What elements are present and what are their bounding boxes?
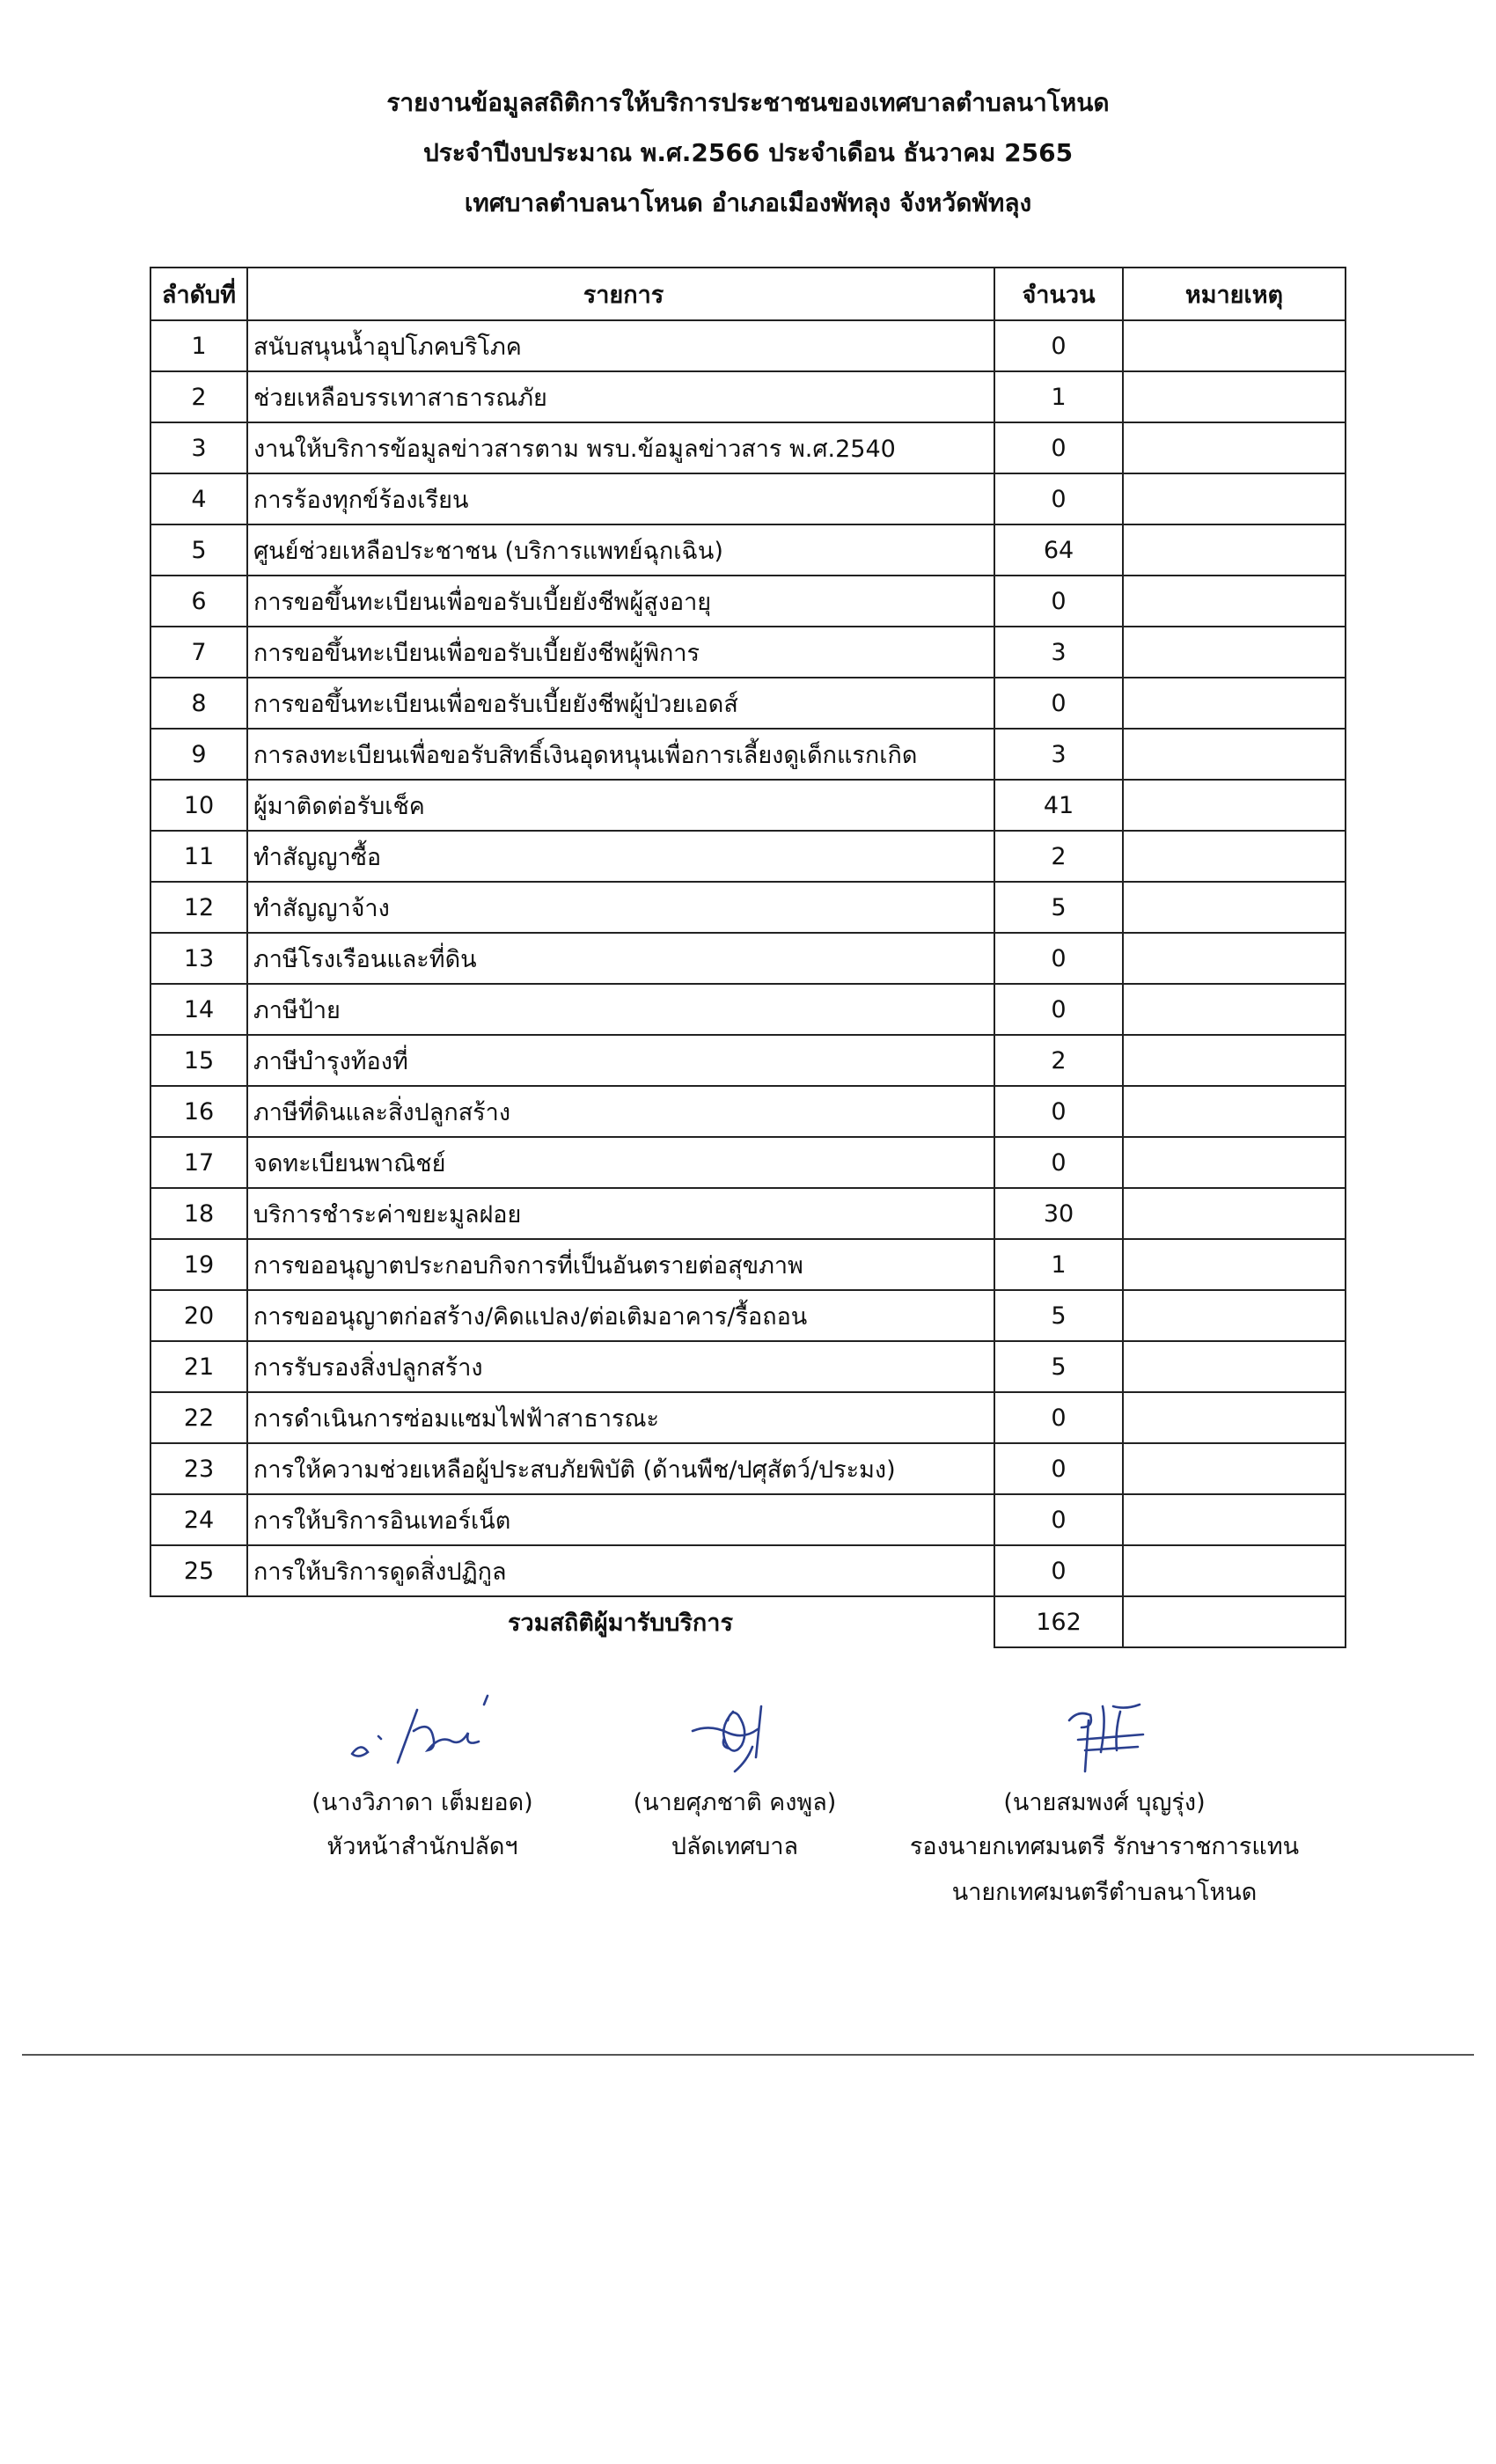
signer-2-title: ปลัดเทศบาล xyxy=(671,1833,799,1860)
row-number: 6 xyxy=(150,576,247,627)
table-row xyxy=(150,371,1346,422)
row-item: การให้บริการดูดสิ่งปฏิกูล xyxy=(247,1545,994,1596)
row-remark xyxy=(1123,678,1346,729)
row-remark xyxy=(1123,1392,1346,1443)
row-number: 15 xyxy=(150,1035,247,1086)
row-item: ทำสัญญาซื้อ xyxy=(247,831,994,882)
row-count: 0 xyxy=(994,1545,1123,1596)
row-number: 7 xyxy=(150,627,247,678)
signature-mark-1 xyxy=(317,1685,528,1782)
row-item: การให้บริการอินเทอร์เน็ต xyxy=(247,1494,994,1545)
row-count: 5 xyxy=(994,1290,1123,1341)
row-item: สนับสนุนน้ำอุปโภคบริโภค xyxy=(247,320,994,371)
row-item: การลงทะเบียนเพื่อขอรับสิทธิ์เงินอุดหนุนเพื่อการเลี้ยงดูเด็กแรกเกิด xyxy=(247,729,994,780)
row-number: 5 xyxy=(150,524,247,576)
table-row xyxy=(150,678,1346,729)
row-remark xyxy=(1123,1341,1346,1392)
row-number: 23 xyxy=(150,1443,247,1494)
statistics-table xyxy=(150,267,1346,1648)
table-row xyxy=(150,1341,1346,1392)
row-count: 64 xyxy=(994,524,1123,576)
header-item: รายการ xyxy=(247,268,994,320)
row-item: การขออนุญาตก่อสร้าง/คิดแปลง/ต่อเติมอาคาร/รื้อถอน xyxy=(247,1290,994,1341)
row-remark xyxy=(1123,1239,1346,1290)
row-item: งานให้บริการข้อมูลข่าวสารตาม พรบ.ข้อมูลข่าวสาร พ.ศ.2540 xyxy=(247,422,994,473)
row-remark xyxy=(1123,320,1346,371)
row-remark xyxy=(1123,1290,1346,1341)
row-remark xyxy=(1123,831,1346,882)
table-row xyxy=(150,1188,1346,1239)
row-number: 13 xyxy=(150,933,247,984)
row-remark xyxy=(1123,371,1346,422)
table-row xyxy=(150,1035,1346,1086)
row-number: 24 xyxy=(150,1494,247,1545)
report-header xyxy=(0,77,1496,228)
table-row xyxy=(150,1239,1346,1290)
row-count: 5 xyxy=(994,882,1123,933)
row-remark xyxy=(1123,1188,1346,1239)
row-item: ภาษีโรงเรือนและที่ดิน xyxy=(247,933,994,984)
row-remark xyxy=(1123,422,1346,473)
table-row xyxy=(150,320,1346,371)
table-row xyxy=(150,576,1346,627)
signer-3-title: รองนายกเทศมนตรี รักษาราชการแทน xyxy=(909,1833,1300,1860)
row-count: 0 xyxy=(994,1392,1123,1443)
row-count: 1 xyxy=(994,371,1123,422)
row-item: การขออนุญาตประกอบกิจการที่เป็นอันตรายต่อสุขภาพ xyxy=(247,1239,994,1290)
total-remark xyxy=(1123,1596,1346,1647)
row-number: 21 xyxy=(150,1341,247,1392)
row-number: 3 xyxy=(150,422,247,473)
table-row xyxy=(150,729,1346,780)
row-number: 12 xyxy=(150,882,247,933)
table-header-row xyxy=(150,268,1346,320)
row-item: ภาษีป้าย xyxy=(247,984,994,1035)
row-count: 0 xyxy=(994,933,1123,984)
signature-block-municipal-clerk xyxy=(585,1685,884,1870)
table-row xyxy=(150,1392,1346,1443)
header-remark: หมายเหตุ xyxy=(1123,268,1346,320)
row-remark xyxy=(1123,729,1346,780)
signature-mark-2 xyxy=(629,1685,840,1782)
report-title: รายงานข้อมูลสถิติการให้บริการประชาชนของเทศบาลตำบลนาโหนด xyxy=(386,88,1110,117)
row-remark xyxy=(1123,780,1346,831)
header-count: จำนวน xyxy=(994,268,1123,320)
row-count: 0 xyxy=(994,473,1123,524)
row-item: ภาษีบำรุงท้องที่ xyxy=(247,1035,994,1086)
signer-3-name: (นายสมพงศ์ บุญรุ่ง) xyxy=(1003,1789,1206,1816)
table-row xyxy=(150,1494,1346,1545)
signer-2-name: (นายศุภชาติ คงพูล) xyxy=(633,1789,837,1816)
row-item: ศูนย์ช่วยเหลือประชาชน (บริการแพทย์ฉุกเฉิน) xyxy=(247,524,994,576)
row-number: 20 xyxy=(150,1290,247,1341)
table-row xyxy=(150,933,1346,984)
total-spacer xyxy=(150,1596,247,1647)
table-row xyxy=(150,1137,1346,1188)
signature-mark-3 xyxy=(990,1685,1219,1782)
row-count: 0 xyxy=(994,1137,1123,1188)
row-remark xyxy=(1123,473,1346,524)
row-remark xyxy=(1123,933,1346,984)
row-count: 0 xyxy=(994,1443,1123,1494)
row-number: 18 xyxy=(150,1188,247,1239)
table-row xyxy=(150,627,1346,678)
table-body xyxy=(150,320,1346,1596)
table-row xyxy=(150,1545,1346,1596)
table-row xyxy=(150,831,1346,882)
row-number: 19 xyxy=(150,1239,247,1290)
row-number: 22 xyxy=(150,1392,247,1443)
row-count: 41 xyxy=(994,780,1123,831)
signature-block-office-head xyxy=(273,1685,572,1870)
row-remark xyxy=(1123,1494,1346,1545)
row-count: 0 xyxy=(994,1494,1123,1545)
page-bottom-rule xyxy=(22,2054,1474,2056)
row-remark xyxy=(1123,1137,1346,1188)
row-count: 0 xyxy=(994,678,1123,729)
row-number: 9 xyxy=(150,729,247,780)
row-count: 3 xyxy=(994,627,1123,678)
row-count: 2 xyxy=(994,1035,1123,1086)
row-item: การรับรองสิ่งปลูกสร้าง xyxy=(247,1341,994,1392)
row-item: การดำเนินการซ่อมแซมไฟฟ้าสาธารณะ xyxy=(247,1392,994,1443)
row-item: การขอขึ้นทะเบียนเพื่อขอรับเบี้ยยังชีพผู้พิการ xyxy=(247,627,994,678)
row-remark xyxy=(1123,984,1346,1035)
row-number: 25 xyxy=(150,1545,247,1596)
row-number: 1 xyxy=(150,320,247,371)
row-count: 0 xyxy=(994,422,1123,473)
row-item: การขอขึ้นทะเบียนเพื่อขอรับเบี้ยยังชีพผู้สูงอายุ xyxy=(247,576,994,627)
total-row xyxy=(150,1596,1346,1647)
table-row xyxy=(150,1290,1346,1341)
row-item: ช่วยเหลือบรรเทาสาธารณภัย xyxy=(247,371,994,422)
signer-3-title-line2: นายกเทศมนตรีตำบลนาโหนด xyxy=(951,1879,1258,1906)
row-count: 0 xyxy=(994,1086,1123,1137)
total-label: รวมสถิติผู้มารับบริการ xyxy=(508,1610,733,1637)
table-row xyxy=(150,473,1346,524)
table-row xyxy=(150,1086,1346,1137)
row-item: การร้องทุกข์ร้องเรียน xyxy=(247,473,994,524)
row-item: ภาษีที่ดินและสิ่งปลูกสร้าง xyxy=(247,1086,994,1137)
report-organization: เทศบาลตำบลนาโหนด อำเภอเมืองพัทลุง จังหวัดพัทลุง xyxy=(464,188,1032,217)
row-count: 0 xyxy=(994,320,1123,371)
row-count: 0 xyxy=(994,576,1123,627)
row-item: บริการชำระค่าขยะมูลฝอย xyxy=(247,1188,994,1239)
row-item: ผู้มาติดต่อรับเช็ค xyxy=(247,780,994,831)
row-remark xyxy=(1123,576,1346,627)
row-count: 30 xyxy=(994,1188,1123,1239)
row-item: การขอขึ้นทะเบียนเพื่อขอรับเบี้ยยังชีพผู้ป่วยเอดส์ xyxy=(247,678,994,729)
row-number: 8 xyxy=(150,678,247,729)
row-number: 17 xyxy=(150,1137,247,1188)
table-row xyxy=(150,984,1346,1035)
row-remark xyxy=(1123,882,1346,933)
row-remark xyxy=(1123,627,1346,678)
row-remark xyxy=(1123,1086,1346,1137)
row-count: 3 xyxy=(994,729,1123,780)
row-item: ทำสัญญาจ้าง xyxy=(247,882,994,933)
report-period: ประจำปีงบประมาณ พ.ศ.2566 ประจำเดือน ธันวาคม 2565 xyxy=(422,138,1074,167)
row-count: 0 xyxy=(994,984,1123,1035)
row-number: 14 xyxy=(150,984,247,1035)
row-remark xyxy=(1123,524,1346,576)
row-number: 2 xyxy=(150,371,247,422)
row-item: จดทะเบียนพาณิชย์ xyxy=(247,1137,994,1188)
row-number: 11 xyxy=(150,831,247,882)
header-no: ลำดับที่ xyxy=(150,268,247,320)
table-row xyxy=(150,780,1346,831)
row-remark xyxy=(1123,1545,1346,1596)
row-count: 5 xyxy=(994,1341,1123,1392)
table-row xyxy=(150,524,1346,576)
row-number: 10 xyxy=(150,780,247,831)
signer-1-title: หัวหน้าสำนักปลัดฯ xyxy=(326,1833,518,1860)
table-row xyxy=(150,422,1346,473)
table-row xyxy=(150,882,1346,933)
row-number: 16 xyxy=(150,1086,247,1137)
row-item: การให้ความช่วยเหลือผู้ประสบภัยพิบัติ (ด้านพืช/ปศุสัตว์/ประมง) xyxy=(247,1443,994,1494)
signature-block-deputy-mayor xyxy=(889,1685,1320,1916)
row-count: 2 xyxy=(994,831,1123,882)
table-row xyxy=(150,1443,1346,1494)
row-remark xyxy=(1123,1035,1346,1086)
row-count: 1 xyxy=(994,1239,1123,1290)
row-remark xyxy=(1123,1443,1346,1494)
signer-1-name: (นางวิภาดา เต็มยอด) xyxy=(312,1789,533,1816)
total-count: 162 xyxy=(994,1596,1123,1647)
row-number: 4 xyxy=(150,473,247,524)
